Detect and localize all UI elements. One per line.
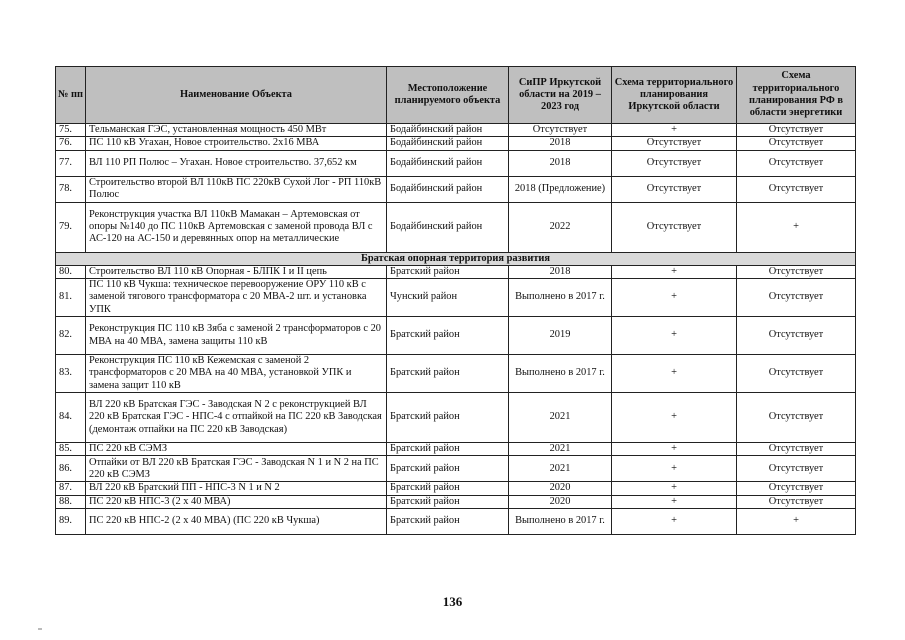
row-regional: Отсутствует: [612, 202, 737, 252]
header-scheme-rf: Схема территориального планирования РФ в области энергетики: [737, 67, 856, 124]
row-sipr: 2018: [509, 137, 612, 150]
row-number: 77.: [56, 150, 86, 176]
row-rf: +: [737, 508, 856, 534]
row-rf: Отсутствует: [737, 317, 856, 355]
row-rf: Отсутствует: [737, 265, 856, 278]
row-name: ВЛ 110 РП Полюс – Угахан. Новое строительство. 37,652 км: [86, 150, 387, 176]
row-sipr: 2019: [509, 317, 612, 355]
row-name: Строительство второй ВЛ 110кВ ПС 220кВ Сухой Лог - РП 110кВ Полюс: [86, 176, 387, 202]
header-name: Наименование Объекта: [86, 67, 387, 124]
row-location: Братский район: [387, 456, 509, 482]
row-name: ПС 220 кВ СЭМЗ: [86, 443, 387, 456]
row-number: 76.: [56, 137, 86, 150]
row-name: Реконструкция ПС 110 кВ Зяба с заменой 2 трансформаторов с 20 МВА на 40 МВА, замена защиты 110 кВ: [86, 317, 387, 355]
row-location: Бодайбинский район: [387, 137, 509, 150]
table-header-row: [56, 67, 856, 124]
row-regional: +: [612, 317, 737, 355]
row-regional: +: [612, 124, 737, 137]
row-regional: +: [612, 355, 737, 393]
row-name: Тельманская ГЭС, установленная мощность 450 МВт: [86, 124, 387, 137]
table-row: [56, 176, 856, 202]
row-regional: +: [612, 279, 737, 317]
row-name: ПС 220 кВ НПС-3 (2 х 40 МВА): [86, 495, 387, 508]
row-regional: Отсутствует: [612, 150, 737, 176]
row-regional: +: [612, 456, 737, 482]
section-row: [56, 252, 856, 265]
table-row: [56, 443, 856, 456]
row-number: 88.: [56, 495, 86, 508]
table-row: [56, 265, 856, 278]
table-row: [56, 279, 856, 317]
row-rf: Отсутствует: [737, 482, 856, 495]
row-name: Строительство ВЛ 110 кВ Опорная - БЛПК I и II цепь: [86, 265, 387, 278]
row-regional: +: [612, 495, 737, 508]
table-row: [56, 355, 856, 393]
table-row: [56, 456, 856, 482]
row-regional: +: [612, 482, 737, 495]
table-row: [56, 495, 856, 508]
row-sipr: 2021: [509, 456, 612, 482]
row-number: 82.: [56, 317, 86, 355]
row-number: 86.: [56, 456, 86, 482]
row-sipr: 2022: [509, 202, 612, 252]
row-location: Бодайбинский район: [387, 176, 509, 202]
table-row: [56, 202, 856, 252]
table-row: [56, 150, 856, 176]
scan-artifact: [38, 628, 42, 630]
row-rf: Отсутствует: [737, 393, 856, 443]
row-name: ПС 110 кВ Угахан, Новое строительство. 2х16 МВА: [86, 137, 387, 150]
row-regional: +: [612, 508, 737, 534]
header-sipr: СиПР Иркутской области на 2019 – 2023 год: [509, 67, 612, 124]
row-number: 85.: [56, 443, 86, 456]
header-scheme-regional: Схема территориального планирования Иркутской области: [612, 67, 737, 124]
row-sipr: Выполнено в 2017 г.: [509, 355, 612, 393]
table-row: [56, 393, 856, 443]
row-rf: Отсутствует: [737, 124, 856, 137]
row-sipr: Выполнено в 2017 г.: [509, 508, 612, 534]
row-rf: Отсутствует: [737, 279, 856, 317]
header-num: № пп: [56, 67, 86, 124]
planning-table: [55, 66, 856, 535]
row-location: Братский район: [387, 482, 509, 495]
row-name: Реконструкция ПС 110 кВ Кежемская с заменой 2 трансформаторов с 20 МВА на 40 МВА, установкой УПК и замена защит 110 кВ: [86, 355, 387, 393]
row-rf: +: [737, 202, 856, 252]
row-rf: Отсутствует: [737, 176, 856, 202]
row-sipr: Выполнено в 2017 г.: [509, 279, 612, 317]
row-sipr: 2020: [509, 495, 612, 508]
row-sipr: 2018 (Предложение): [509, 176, 612, 202]
row-sipr: 2021: [509, 393, 612, 443]
row-location: Бодайбинский район: [387, 202, 509, 252]
row-location: Бодайбинский район: [387, 124, 509, 137]
row-location: Братский район: [387, 495, 509, 508]
row-number: 89.: [56, 508, 86, 534]
row-rf: Отсутствует: [737, 456, 856, 482]
row-regional: Отсутствует: [612, 137, 737, 150]
row-regional: +: [612, 265, 737, 278]
row-location: Братский район: [387, 355, 509, 393]
row-sipr: 2018: [509, 150, 612, 176]
row-location: Братский район: [387, 393, 509, 443]
row-number: 87.: [56, 482, 86, 495]
table-body: [56, 124, 856, 535]
row-regional: +: [612, 393, 737, 443]
row-regional: Отсутствует: [612, 176, 737, 202]
row-number: 81.: [56, 279, 86, 317]
page-number: 136: [442, 594, 463, 609]
row-name: ВЛ 220 кВ Братский ПП - НПС-3 N 1 и N 2: [86, 482, 387, 495]
row-location: Братский район: [387, 265, 509, 278]
table-row: [56, 317, 856, 355]
row-location: Бодайбинский район: [387, 150, 509, 176]
row-rf: Отсутствует: [737, 150, 856, 176]
table-row: [56, 137, 856, 150]
row-number: 75.: [56, 124, 86, 137]
row-location: Чунский район: [387, 279, 509, 317]
row-number: 78.: [56, 176, 86, 202]
row-number: 84.: [56, 393, 86, 443]
row-location: Братский район: [387, 508, 509, 534]
row-number: 80.: [56, 265, 86, 278]
row-location: Братский район: [387, 317, 509, 355]
section-title: Братская опорная территория развития: [56, 252, 856, 265]
row-number: 79.: [56, 202, 86, 252]
row-sipr: 2020: [509, 482, 612, 495]
row-rf: Отсутствует: [737, 495, 856, 508]
row-name: ПС 220 кВ НПС-2 (2 х 40 МВА) (ПС 220 кВ Чукша): [86, 508, 387, 534]
row-sipr: 2018: [509, 265, 612, 278]
row-location: Братский район: [387, 443, 509, 456]
table-row: [56, 482, 856, 495]
row-name: Реконструкция участка ВЛ 110кВ Мамакан – Артемовская от опоры №140 до ПС 110кВ Артемовская с заменой провода ВЛ с АС-120 на АС-150 и деревянных опор на металлические: [86, 202, 387, 252]
row-rf: Отсутствует: [737, 137, 856, 150]
row-sipr: Отсутствует: [509, 124, 612, 137]
row-sipr: 2021: [509, 443, 612, 456]
row-rf: Отсутствует: [737, 443, 856, 456]
row-name: Отпайки от ВЛ 220 кВ Братская ГЭС - Заводская N 1 и N 2 на ПС 220 кВ СЭМЗ: [86, 456, 387, 482]
row-number: 83.: [56, 355, 86, 393]
row-name: ВЛ 220 кВ Братская ГЭС - Заводская N 2 с реконструкцией ВЛ 220 кВ Братская ГЭС - НПС-4 с отпайкой на ПС 220 кВ Заводская (демонтаж отпайки на ПС 220 кВ Заводская): [86, 393, 387, 443]
table-row: [56, 124, 856, 137]
row-regional: +: [612, 443, 737, 456]
row-name: ПС 110 кВ Чукша: техническое перевооружение ОРУ 110 кВ с заменой тягового трансформатора с 20 МВА-2 шт. и установка УПК: [86, 279, 387, 317]
row-rf: Отсутствует: [737, 355, 856, 393]
header-location: Местоположение планируемого объекта: [387, 67, 509, 124]
table-row: [56, 508, 856, 534]
